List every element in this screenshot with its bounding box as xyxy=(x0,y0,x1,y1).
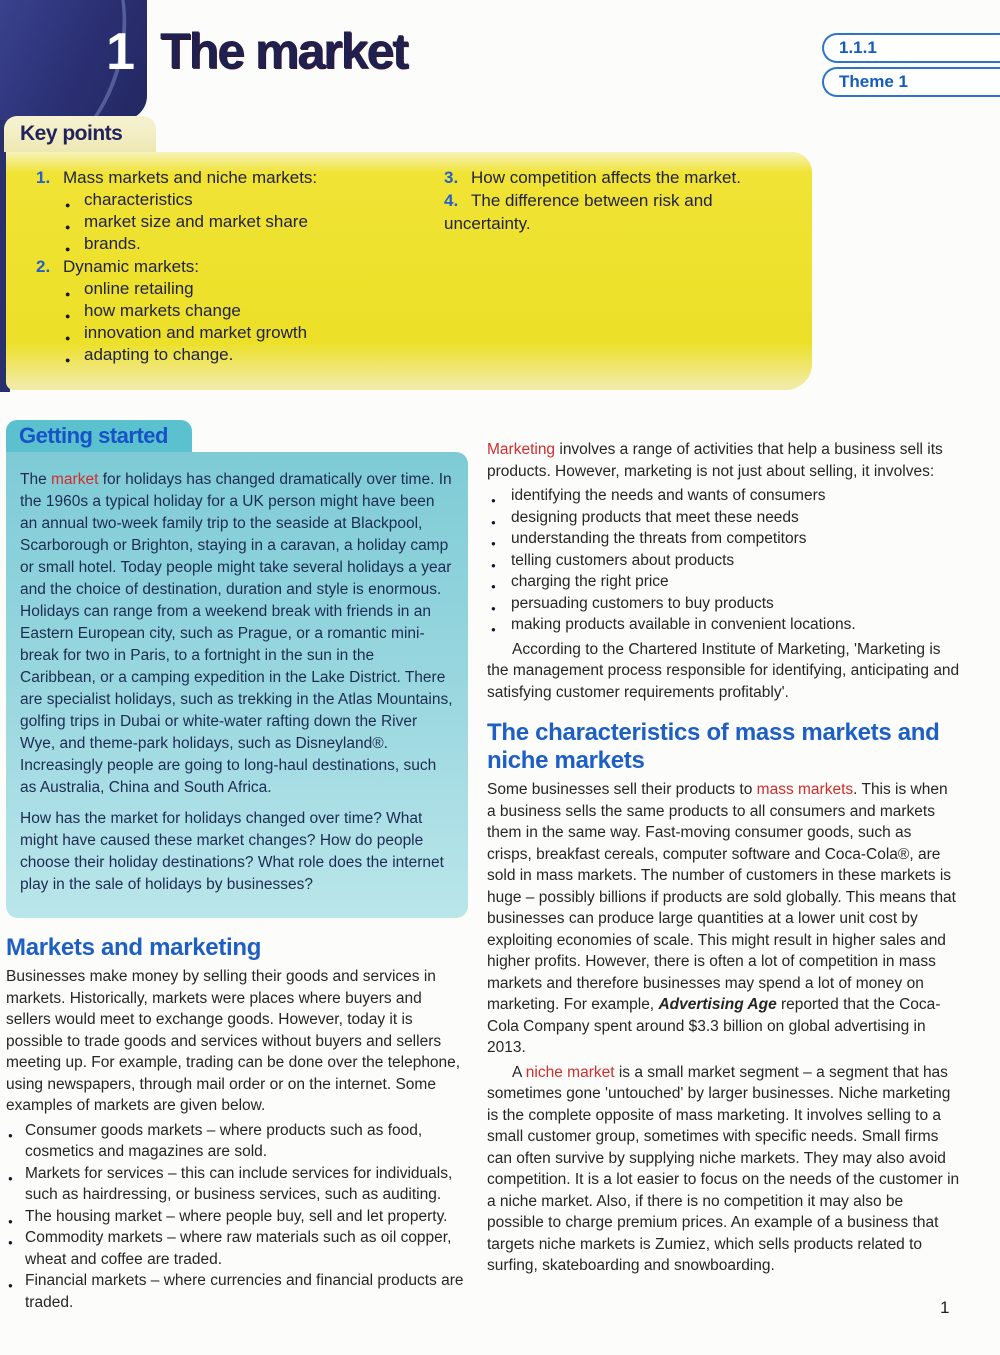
list-item: ● Commodity markets – where raw materials such as oil copper, wheat and coffee are traded. xyxy=(6,1227,468,1270)
section-heading-characteristics: The characteristics of mass markets and niche markets xyxy=(487,719,940,774)
chapter-number: 1 xyxy=(106,23,135,81)
list-item: ● brands. xyxy=(84,233,444,255)
paragraph-text: Some businesses sell their products to xyxy=(487,781,757,798)
key-point-bullet-list xyxy=(36,278,444,366)
list-item: ● telling customers about products xyxy=(487,550,960,572)
paragraph-text: The xyxy=(20,471,52,488)
key-points-panel xyxy=(6,152,812,390)
list-item: ● how markets change xyxy=(84,300,444,322)
niche-market-paragraph xyxy=(487,1062,960,1277)
market-examples-list xyxy=(6,1120,468,1314)
key-point-item xyxy=(444,166,794,189)
list-item: ● Consumer goods markets – where products such as food, cosmetics and magazines are sold. xyxy=(6,1120,468,1163)
list-item: ● Markets for services – this can include services for individuals, such as hairdressing, or business services, such as auditing. xyxy=(6,1163,468,1206)
page-number: 1 xyxy=(940,1298,950,1317)
list-item: ● designing products that meet these needs xyxy=(487,507,960,529)
getting-started-tab xyxy=(6,420,192,452)
list-item: ● innovation and market growth xyxy=(84,322,444,344)
paragraph-text: A xyxy=(512,1063,526,1081)
key-point-bullet-list xyxy=(36,189,444,255)
list-item: ● characteristics xyxy=(84,189,444,211)
section-heading-markets-and-marketing: Markets and marketing xyxy=(6,934,262,961)
key-point-label: Dynamic markets: xyxy=(63,257,200,276)
getting-started-panel xyxy=(6,452,468,918)
left-column xyxy=(6,420,468,1315)
list-item: ● Financial markets – where currencies and financial products are traded. xyxy=(6,1270,468,1313)
marketing-intro-paragraph xyxy=(487,439,960,482)
paragraph-text: is a small market segment – a segment that has sometimes gone 'untouched' by larger businesses. Niche marketing is the complete opposite of mass marketing. It involves selling to a small customer group, sometimes with specific needs. Small firms can often survive by supplying niche markets. They may also avoid competition. It is a lot easier to focus on the needs of the customer in a niche market. Also, if there is no competition it may also be possible to charge premium prices. An example of a business that targets niche markets is Zumiez, which sells products related to surfing, skateboarding and snowboarding. xyxy=(487,1063,960,1274)
marketing-activities-list xyxy=(487,485,960,636)
key-point-number: 1. xyxy=(36,168,51,187)
keyword-niche-market: niche market xyxy=(525,1063,615,1081)
key-points-column-right xyxy=(444,166,794,390)
getting-started-heading: Getting started xyxy=(19,423,168,448)
key-point-item xyxy=(444,189,794,235)
right-column xyxy=(487,420,960,1315)
list-item: ● charging the right price xyxy=(487,571,960,593)
key-point-item xyxy=(36,166,444,189)
key-point-number: 2. xyxy=(36,257,51,276)
list-item: ● market size and market share xyxy=(84,211,444,233)
key-point-label: How competition affects the market. xyxy=(471,168,741,187)
page-title: The market xyxy=(160,23,407,79)
key-point-label: The difference between risk and uncertainty. xyxy=(444,191,713,233)
list-item: ● making products available in convenient locations. xyxy=(487,614,960,636)
getting-started-questions: How has the market for holidays changed over time? What might have caused these market changes? How do people choose their holiday destinations? What role does the internet play in the sale of holidays by businesses? xyxy=(20,810,444,893)
chapter-banner xyxy=(0,0,147,120)
keyword-mass-markets: mass markets xyxy=(756,781,854,798)
getting-started-paragraph xyxy=(20,469,453,799)
mass-markets-paragraph xyxy=(487,779,960,1059)
key-point-number: 4. xyxy=(444,191,459,210)
list-item: ● understanding the threats from competitors xyxy=(487,528,960,550)
keyword-market: market xyxy=(51,471,99,488)
list-item: ● persuading customers to buy products xyxy=(487,593,960,615)
list-item: ● online retailing xyxy=(84,278,444,300)
paragraph-text: involves a range of activities that help a business sell its products. However, marketing is not just about selling, it involves: xyxy=(487,441,943,480)
paragraph-text: . This is when a business sells the same products to all consumers and markets them in the same way. Fast-moving consumer goods, such as crisps, breakfast cereals, computer software and Coca-Cola®, are sold in mass markets. The number of customers in these markets is huge – possibly billions if products are sold globally. This means that businesses can produce large quantities at a lower unit cost by exploiting economies of scale. This might result in higher sales and higher profits. However, there is often a lot of competition in mass markets and therefore businesses may spend a lot of money on marketing. For example, xyxy=(487,781,956,1013)
spec-badges xyxy=(822,33,1000,101)
paragraph-text: reported that the Coca-Cola Company spent around $3.3 billion on global advertising in 2013. xyxy=(487,996,941,1056)
cim-quote-paragraph: According to the Chartered Institute of Marketing, 'Marketing is the management process responsible for identifying, anticipating and satisfying customer requirements profitably'. xyxy=(487,640,960,701)
paragraph-text: for holidays has changed dramatically over time. In the 1960s a typical holiday for a UK person might have been an annual two-week family trip to the seaside at Blackpool, Scarborough or Brighton, staying in a caravan, a holiday camp or small hotel. Today people might take several holidays a year and the choice of destination, duration and style is enormous. Holidays can range from a weekend break with friends in an Eastern European city, such as Prague, or a romantic mini-break for two in Paris, to a fortnight in the sun in the Caribbean, or a camping expedition in the Lake District. There are specialist holidays, such as trekking in the Atlas Mountains, golfing trips in Dubai or white-water rafting down the River Wye, and theme-park holidays, such as Disneyland®. Increasingly people are going to long-haul destinations, such as Australia, China and South Africa. xyxy=(20,471,453,796)
list-item: ● adapting to change. xyxy=(84,344,444,366)
list-item: ● The housing market – where people buy, sell and let property. xyxy=(6,1206,468,1228)
magazine-title: Advertising Age xyxy=(658,996,777,1013)
theme-badge: Theme 1 xyxy=(822,67,1000,97)
spec-code-badge: 1.1.1 xyxy=(822,33,1000,63)
key-points-tab: Key points xyxy=(4,116,156,152)
key-point-label: Mass markets and niche markets: xyxy=(63,168,318,187)
key-point-item xyxy=(36,255,444,278)
key-point-number: 3. xyxy=(444,168,459,187)
list-item: ● identifying the needs and wants of consumers xyxy=(487,485,960,507)
keyword-marketing: Marketing xyxy=(487,441,556,458)
markets-intro-paragraph: Businesses make money by selling their goods and services in markets. Historically, markets were places where buyers and sellers would meet to exchange goods. However, today it is possible to trade goods and services without buyers and sellers meeting up. For example, trading can be done over the telephone, using newspapers, through mail order or on the internet. Some examples of markets are given below. xyxy=(6,968,461,1114)
main-content xyxy=(6,420,960,1315)
key-points-column-left xyxy=(36,166,444,390)
